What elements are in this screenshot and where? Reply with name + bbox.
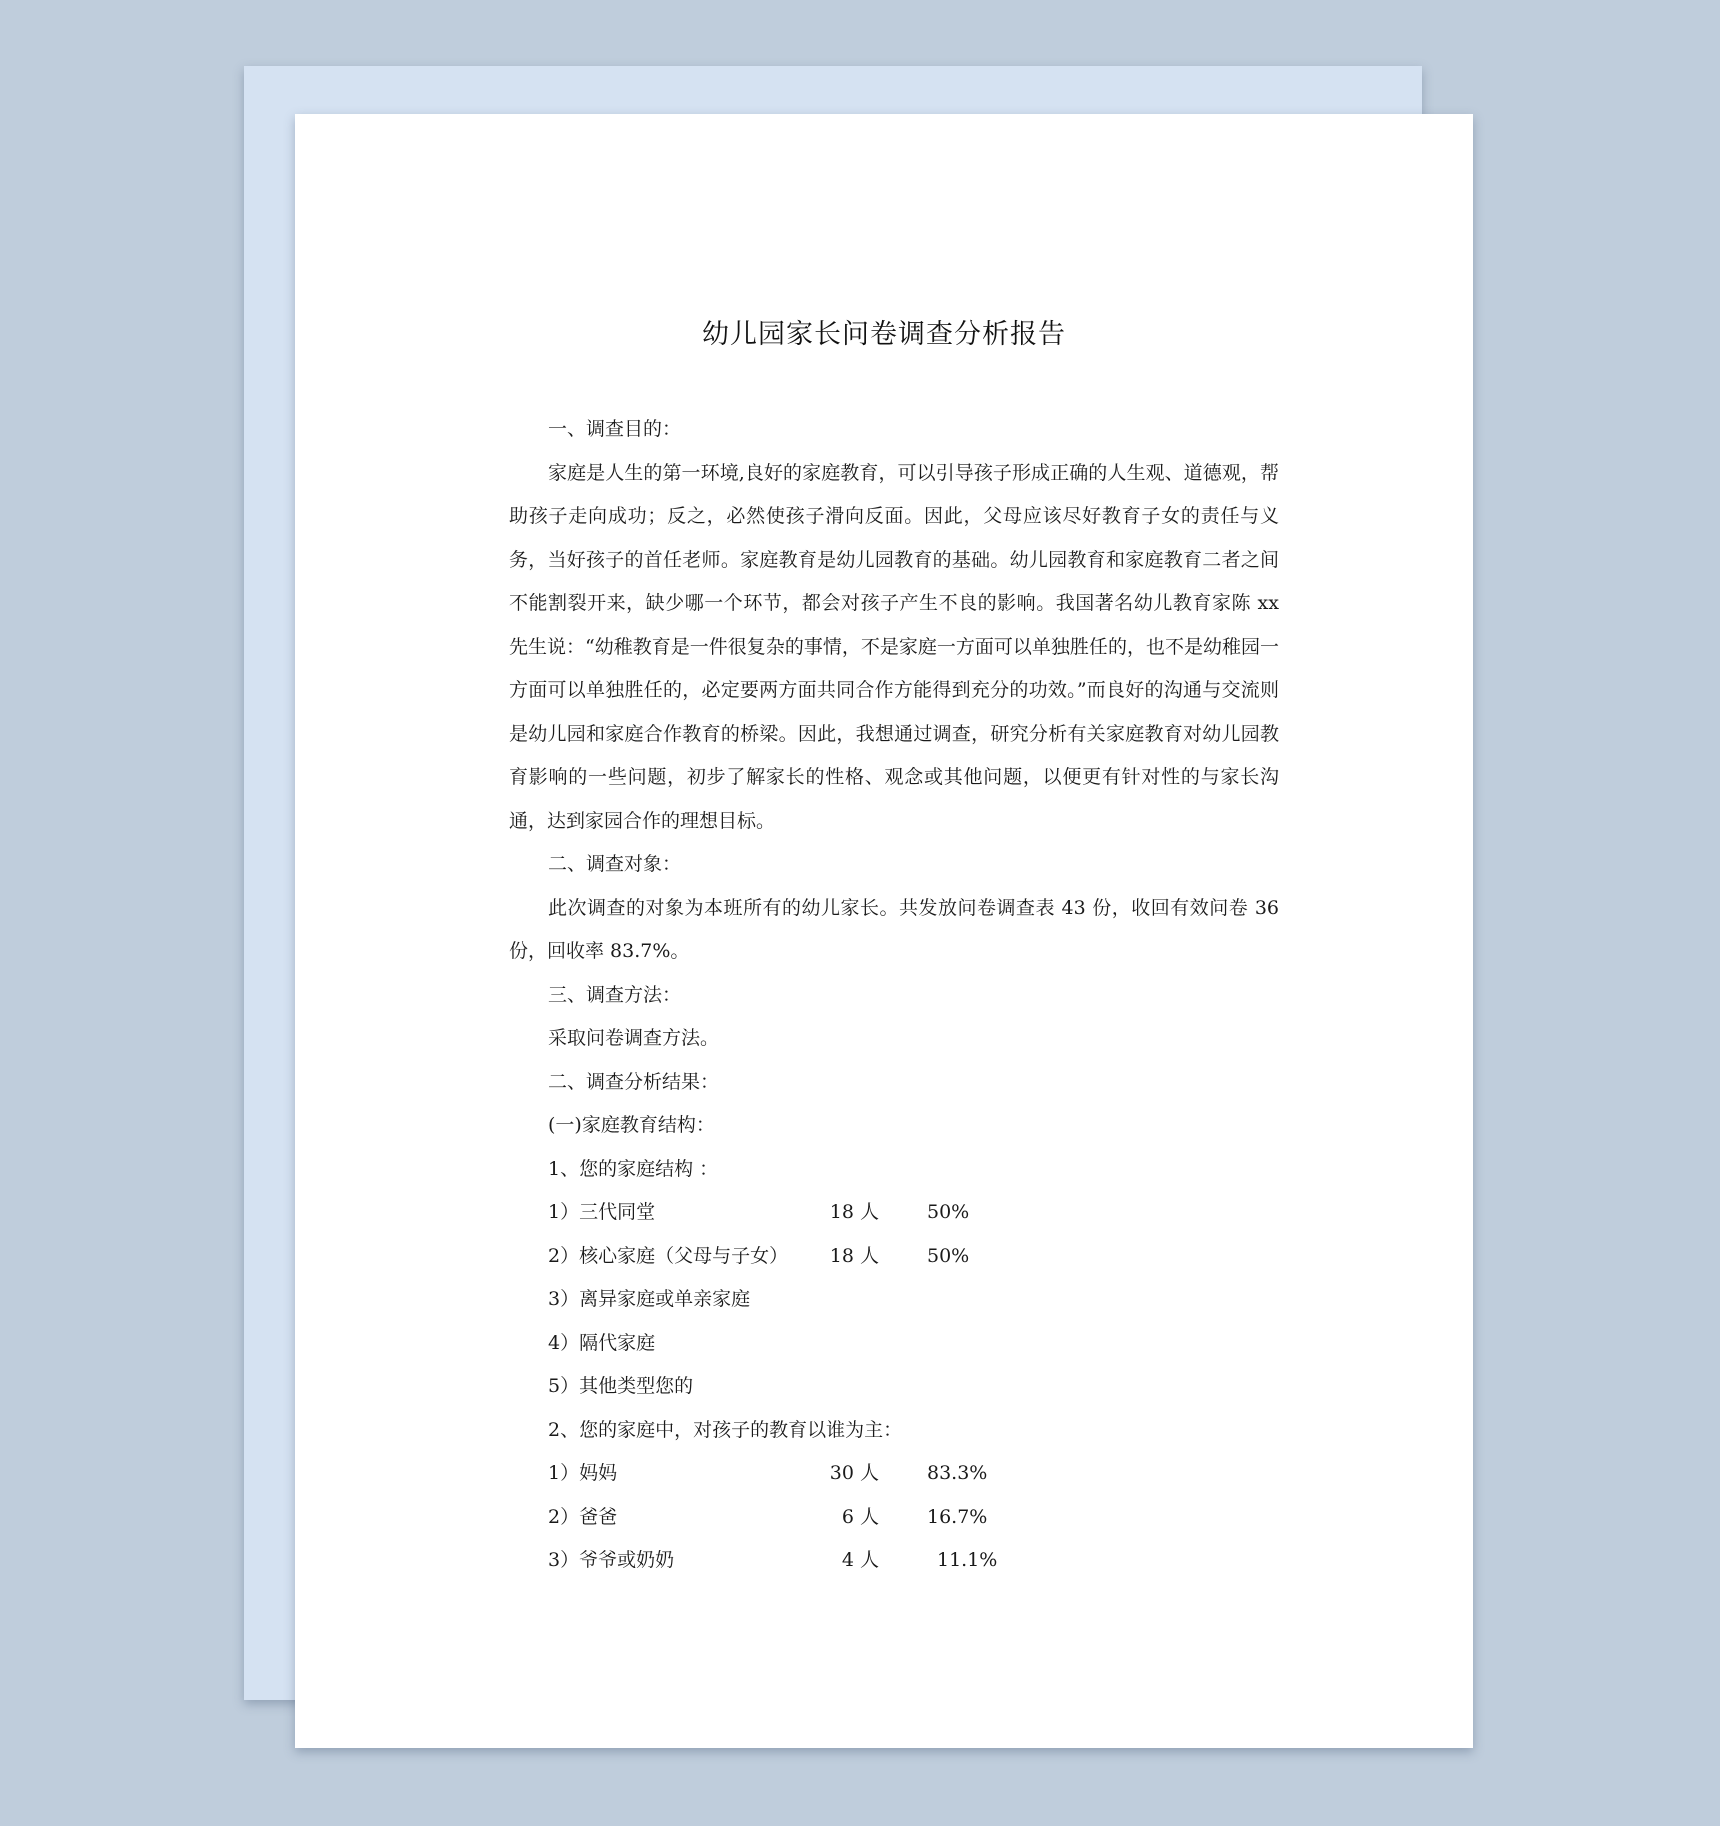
- document-title: 幼儿园家长问卷调查分析报告: [702, 319, 1066, 350]
- answer-percent: 83.3%: [927, 1462, 988, 1484]
- answer-percent: 50%: [927, 1201, 970, 1223]
- method-paragraph: 采取问卷调查方法。: [548, 1027, 720, 1049]
- section-heading-subject: 二、调查对象：: [548, 853, 682, 875]
- q1-answer-row: [509, 1365, 1279, 1409]
- answer-label: 1）妈妈: [548, 1462, 618, 1484]
- subject-paragraph: 此次调查的对象为本班所有的幼儿家长。共发放问卷调查表 43 份，收回有效问卷 36 份，回收率 83.7%。: [509, 896, 1279, 962]
- q1-answer-row: [509, 1235, 1279, 1279]
- answer-label: 4）隔代家庭: [548, 1331, 656, 1354]
- answer-count: 18 人: [829, 1244, 879, 1267]
- q1-answer-row: [509, 1191, 1279, 1235]
- section-heading-results: 二、调查分析结果：: [548, 1070, 720, 1093]
- answer-percent: 50%: [927, 1244, 970, 1267]
- answer-label: 5）其他类型您的: [548, 1375, 694, 1397]
- answer-label: 2）爸爸: [548, 1505, 618, 1528]
- q1-answer-row: [509, 1278, 1279, 1322]
- answer-count: 18 人: [829, 1201, 879, 1223]
- answer-label: 2）核心家庭（父母与子女）: [548, 1244, 789, 1267]
- document-page: [295, 114, 1473, 1748]
- answer-label: 3）爷爷或奶奶: [548, 1549, 675, 1571]
- section-heading-purpose: 一、调查目的：: [548, 418, 682, 440]
- answer-count: 4 人: [841, 1549, 879, 1571]
- q1-answer-row: [509, 1322, 1279, 1366]
- subsection-heading-structure: (一)家庭教育结构：: [548, 1114, 715, 1136]
- answer-percent: 11.1%: [937, 1549, 998, 1571]
- answer-label: 3）离异家庭或单亲家庭: [548, 1288, 751, 1310]
- purpose-paragraph: 家庭是人生的第一环境,良好的家庭教育，可以引导孩子形成正确的人生观、道德观，帮助孩子走向成功；反之，必然使孩子滑向反面。因此，父母应该尽好教育子女的责任与义务，当好孩子的首任老师。家庭教育是幼儿园教育的基础。幼儿园教育和家庭教育二者之间不能割裂开来，缺少哪一个环节，都会对孩子产生不良的影响。我国著名幼儿教育家陈 xx 先生说：“幼稚教育是一件很复杂的事情，不是家庭一方面可以单独胜任的，也不是幼稚园一方面可以单独胜任的，必定要两方面共同合作方能得到充分的功效。”而良好的沟通与交流则是幼儿园和家庭合作教育的桥梁。因此，我想通过调查，研究分析有关家庭教育对幼儿园教育影响的一些问题，初步了解家长的性格、观念或其他问题，以便更有针对性的与家长沟通，达到家园合作的理想目标。: [509, 461, 1279, 832]
- q2-answer-row: [509, 1452, 1279, 1496]
- answer-percent: 16.7%: [927, 1505, 988, 1528]
- q2-answer-row: [509, 1539, 1279, 1583]
- q2-answer-row: [509, 1496, 1279, 1540]
- question-2: 2、您的家庭中，对孩子的教育以谁为主：: [548, 1418, 903, 1441]
- document-body: [509, 408, 1279, 1583]
- question-1: 1、您的家庭结构 ：: [548, 1157, 719, 1180]
- answer-count: 30 人: [829, 1462, 879, 1484]
- section-heading-method: 三、调查方法：: [548, 983, 682, 1006]
- answer-label: 1）三代同堂: [548, 1201, 656, 1223]
- answer-count: 6 人: [841, 1505, 879, 1528]
